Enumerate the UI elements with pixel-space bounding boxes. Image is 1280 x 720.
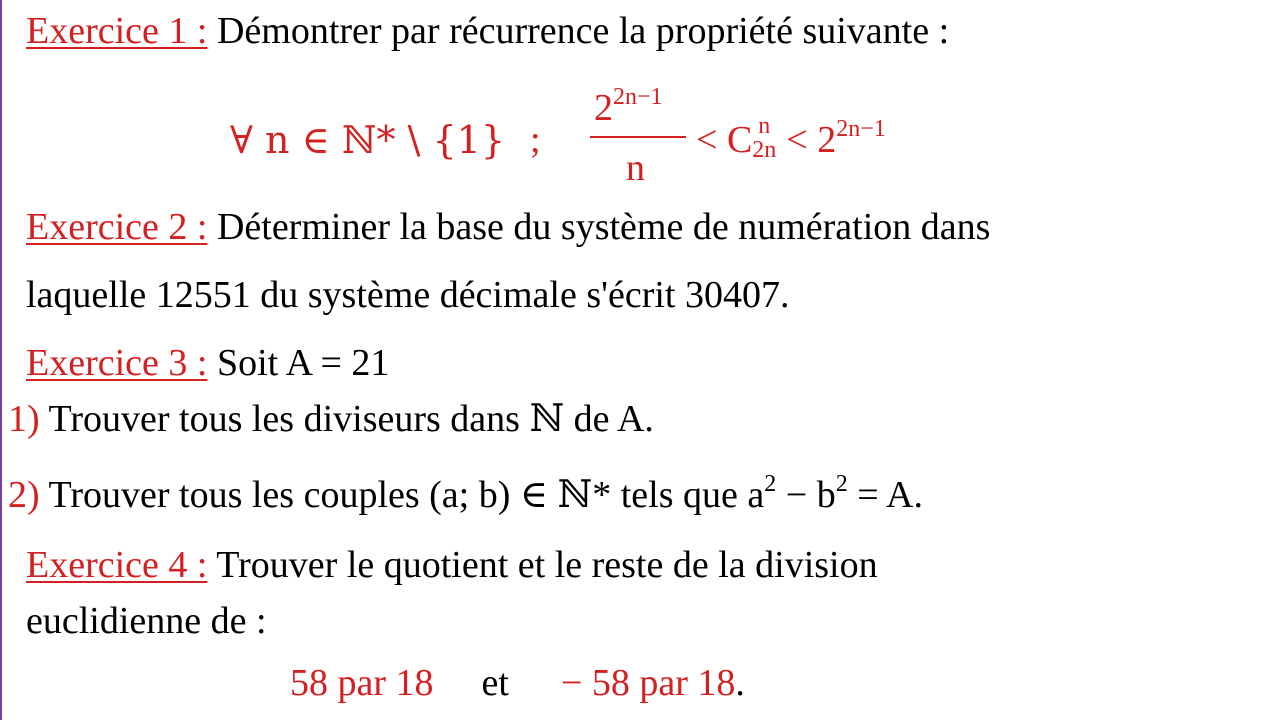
exercise4-label: Exercice 4 : [26, 544, 208, 586]
formula-separator: ; [530, 119, 541, 161]
exercise2-line1: Déterminer la base du système de numération dans [207, 206, 991, 248]
question1-number: 1) [8, 398, 40, 440]
division-value1: 58 par 18 [290, 662, 434, 704]
exercise3-question2 [8, 471, 923, 516]
exercise1-formula [230, 80, 990, 190]
right-base: 2 [817, 119, 837, 161]
exercise3-label: Exercice 3 : [26, 342, 208, 384]
combination-indices [752, 113, 786, 163]
fraction-denominator: n [626, 147, 645, 189]
right-exponent: 2n−1 [836, 116, 886, 142]
combination-upper: n [758, 113, 771, 139]
formula-fraction [590, 80, 690, 190]
less-than-1: < [696, 119, 718, 161]
exercise1-statement: Démontrer par récurrence la propriété suivante : [207, 10, 950, 52]
division-period: . [735, 662, 745, 704]
question2-text-c: = A. [847, 474, 923, 516]
division-value2: − 58 par 18 [560, 662, 736, 704]
exercise4-line1: Trouver le quotient et le reste de la division [207, 544, 878, 586]
fraction-bar [590, 136, 686, 138]
exercise4-line2: euclidienne de : [26, 600, 267, 642]
question2-exponent-b: 2 [835, 471, 848, 497]
exercise2-label: Exercice 2 : [26, 206, 208, 248]
exercise4-heading [26, 546, 878, 584]
question2-text-b: − b [776, 474, 836, 516]
question1-text: Trouver tous les diviseurs dans ℕ de A. [39, 398, 654, 440]
combination-lower: 2n [752, 137, 777, 163]
less-than-2: < [786, 119, 808, 161]
exercise3-heading [26, 344, 389, 382]
fraction-numerator [594, 86, 663, 130]
exercise1-label: Exercice 1 : [26, 10, 208, 52]
formula-quantifier: ∀ n ∈ ℕ* \ {1} [230, 118, 505, 162]
exercise2-heading [26, 208, 990, 246]
question2-text-a: Trouver tous les couples (a; b) ∈ ℕ* tels que a [39, 474, 765, 516]
division-connector: et [481, 662, 509, 704]
exercise3-statement: Soit A = 21 [207, 342, 390, 384]
formula-inequality [696, 113, 886, 163]
numerator-base: 2 [594, 87, 613, 129]
exercise3-question1 [8, 400, 654, 438]
combination-letter: C [726, 119, 753, 161]
exercise4-values [290, 664, 745, 702]
exercise1-heading [26, 12, 949, 50]
question2-exponent-a: 2 [764, 471, 777, 497]
question2-number: 2) [8, 474, 40, 516]
exercise2-line2: laquelle 12551 du système décimale s'écrit 30407. [26, 274, 790, 316]
left-edge-line [0, 0, 2, 720]
numerator-exponent: 2n−1 [613, 84, 663, 110]
